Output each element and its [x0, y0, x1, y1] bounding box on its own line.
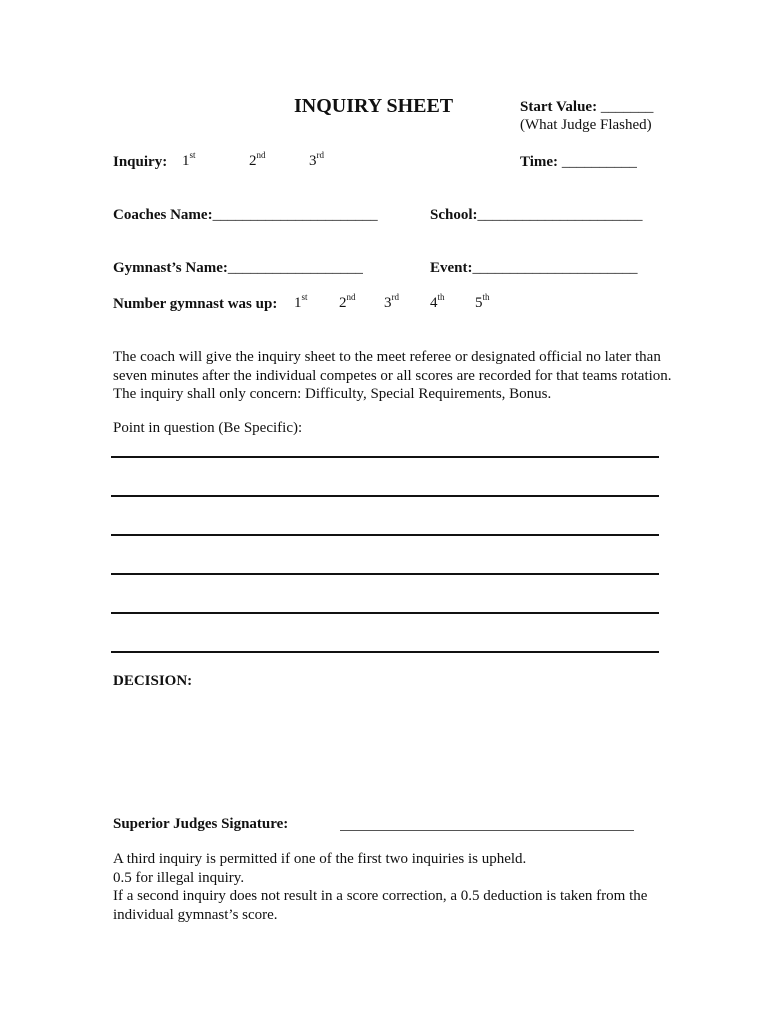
page-title: INQUIRY SHEET: [294, 95, 454, 117]
school-field[interactable]: [430, 207, 643, 224]
note-illegal-inquiry: 0.5 for illegal inquiry.: [113, 869, 245, 886]
note-deduction: If a second inquiry does not result in a score correction, a 0.5 deduction is taken from the individual gymnast’s score.: [113, 888, 648, 923]
answer-line-5[interactable]: [111, 612, 659, 614]
coaches-name-field[interactable]: [113, 207, 378, 224]
gymnast-name-label: Gymnast’s Name:: [113, 260, 228, 276]
event-blank: ______________________: [472, 260, 638, 276]
instructions-paragraph: The coach will give the inquiry sheet to the meet referee or designated official no later than seven minutes after the individual competes or all scores are recorded for that teams rotation. The inquiry shall only concern: Difficulty, Special Requirements, Bonus.: [113, 349, 672, 402]
coaches-name-label: Coaches Name:: [113, 207, 213, 223]
note-third-inquiry: A third inquiry is permitted if one of the first two inquiries is upheld.: [113, 851, 527, 867]
number-up-option-4th[interactable]: 4th: [430, 292, 445, 311]
school-label: School:: [430, 207, 478, 223]
inquiry-option-2nd[interactable]: 2nd: [249, 150, 266, 169]
event-label: Event:: [430, 260, 473, 276]
start-value-note: (What Judge Flashed): [520, 117, 652, 133]
number-up-option-1st[interactable]: 1st: [294, 292, 308, 311]
answer-line-3[interactable]: [111, 534, 659, 536]
school-blank: ______________________: [477, 207, 643, 223]
time-field[interactable]: [520, 154, 637, 171]
answer-line-6[interactable]: [111, 651, 659, 653]
inquiry-option-1st[interactable]: 1st: [182, 150, 196, 169]
number-up-option-2nd[interactable]: 2nd: [339, 292, 356, 311]
start-value-blank: _______: [600, 99, 654, 115]
answer-line-2[interactable]: [111, 495, 659, 497]
decision-label: DECISION:: [113, 673, 193, 689]
start-value-field[interactable]: [520, 99, 653, 116]
answer-line-4[interactable]: [111, 573, 659, 575]
gymnast-name-field[interactable]: [113, 260, 363, 277]
time-blank: __________: [561, 154, 637, 170]
point-in-question-label: Point in question (Be Specific):: [113, 420, 303, 436]
number-up-label: Number gymnast was up:: [113, 296, 278, 312]
inquiry-option-3rd[interactable]: 3rd: [309, 150, 324, 169]
inquiry-label: Inquiry:: [113, 154, 168, 170]
number-up-option-3rd[interactable]: 3rd: [384, 292, 399, 311]
answer-line-1[interactable]: [111, 456, 659, 458]
event-field[interactable]: [430, 260, 638, 277]
start-value-label: Start Value:: [520, 99, 598, 115]
time-label: Time:: [520, 154, 559, 170]
signature-label: Superior Judges Signature:: [113, 816, 289, 832]
coaches-name-blank: ______________________: [212, 207, 378, 223]
signature-line[interactable]: [340, 830, 634, 831]
gymnast-name-blank: __________________: [227, 260, 363, 276]
notes-block: [113, 850, 673, 924]
number-up-option-5th[interactable]: 5th: [475, 292, 490, 311]
